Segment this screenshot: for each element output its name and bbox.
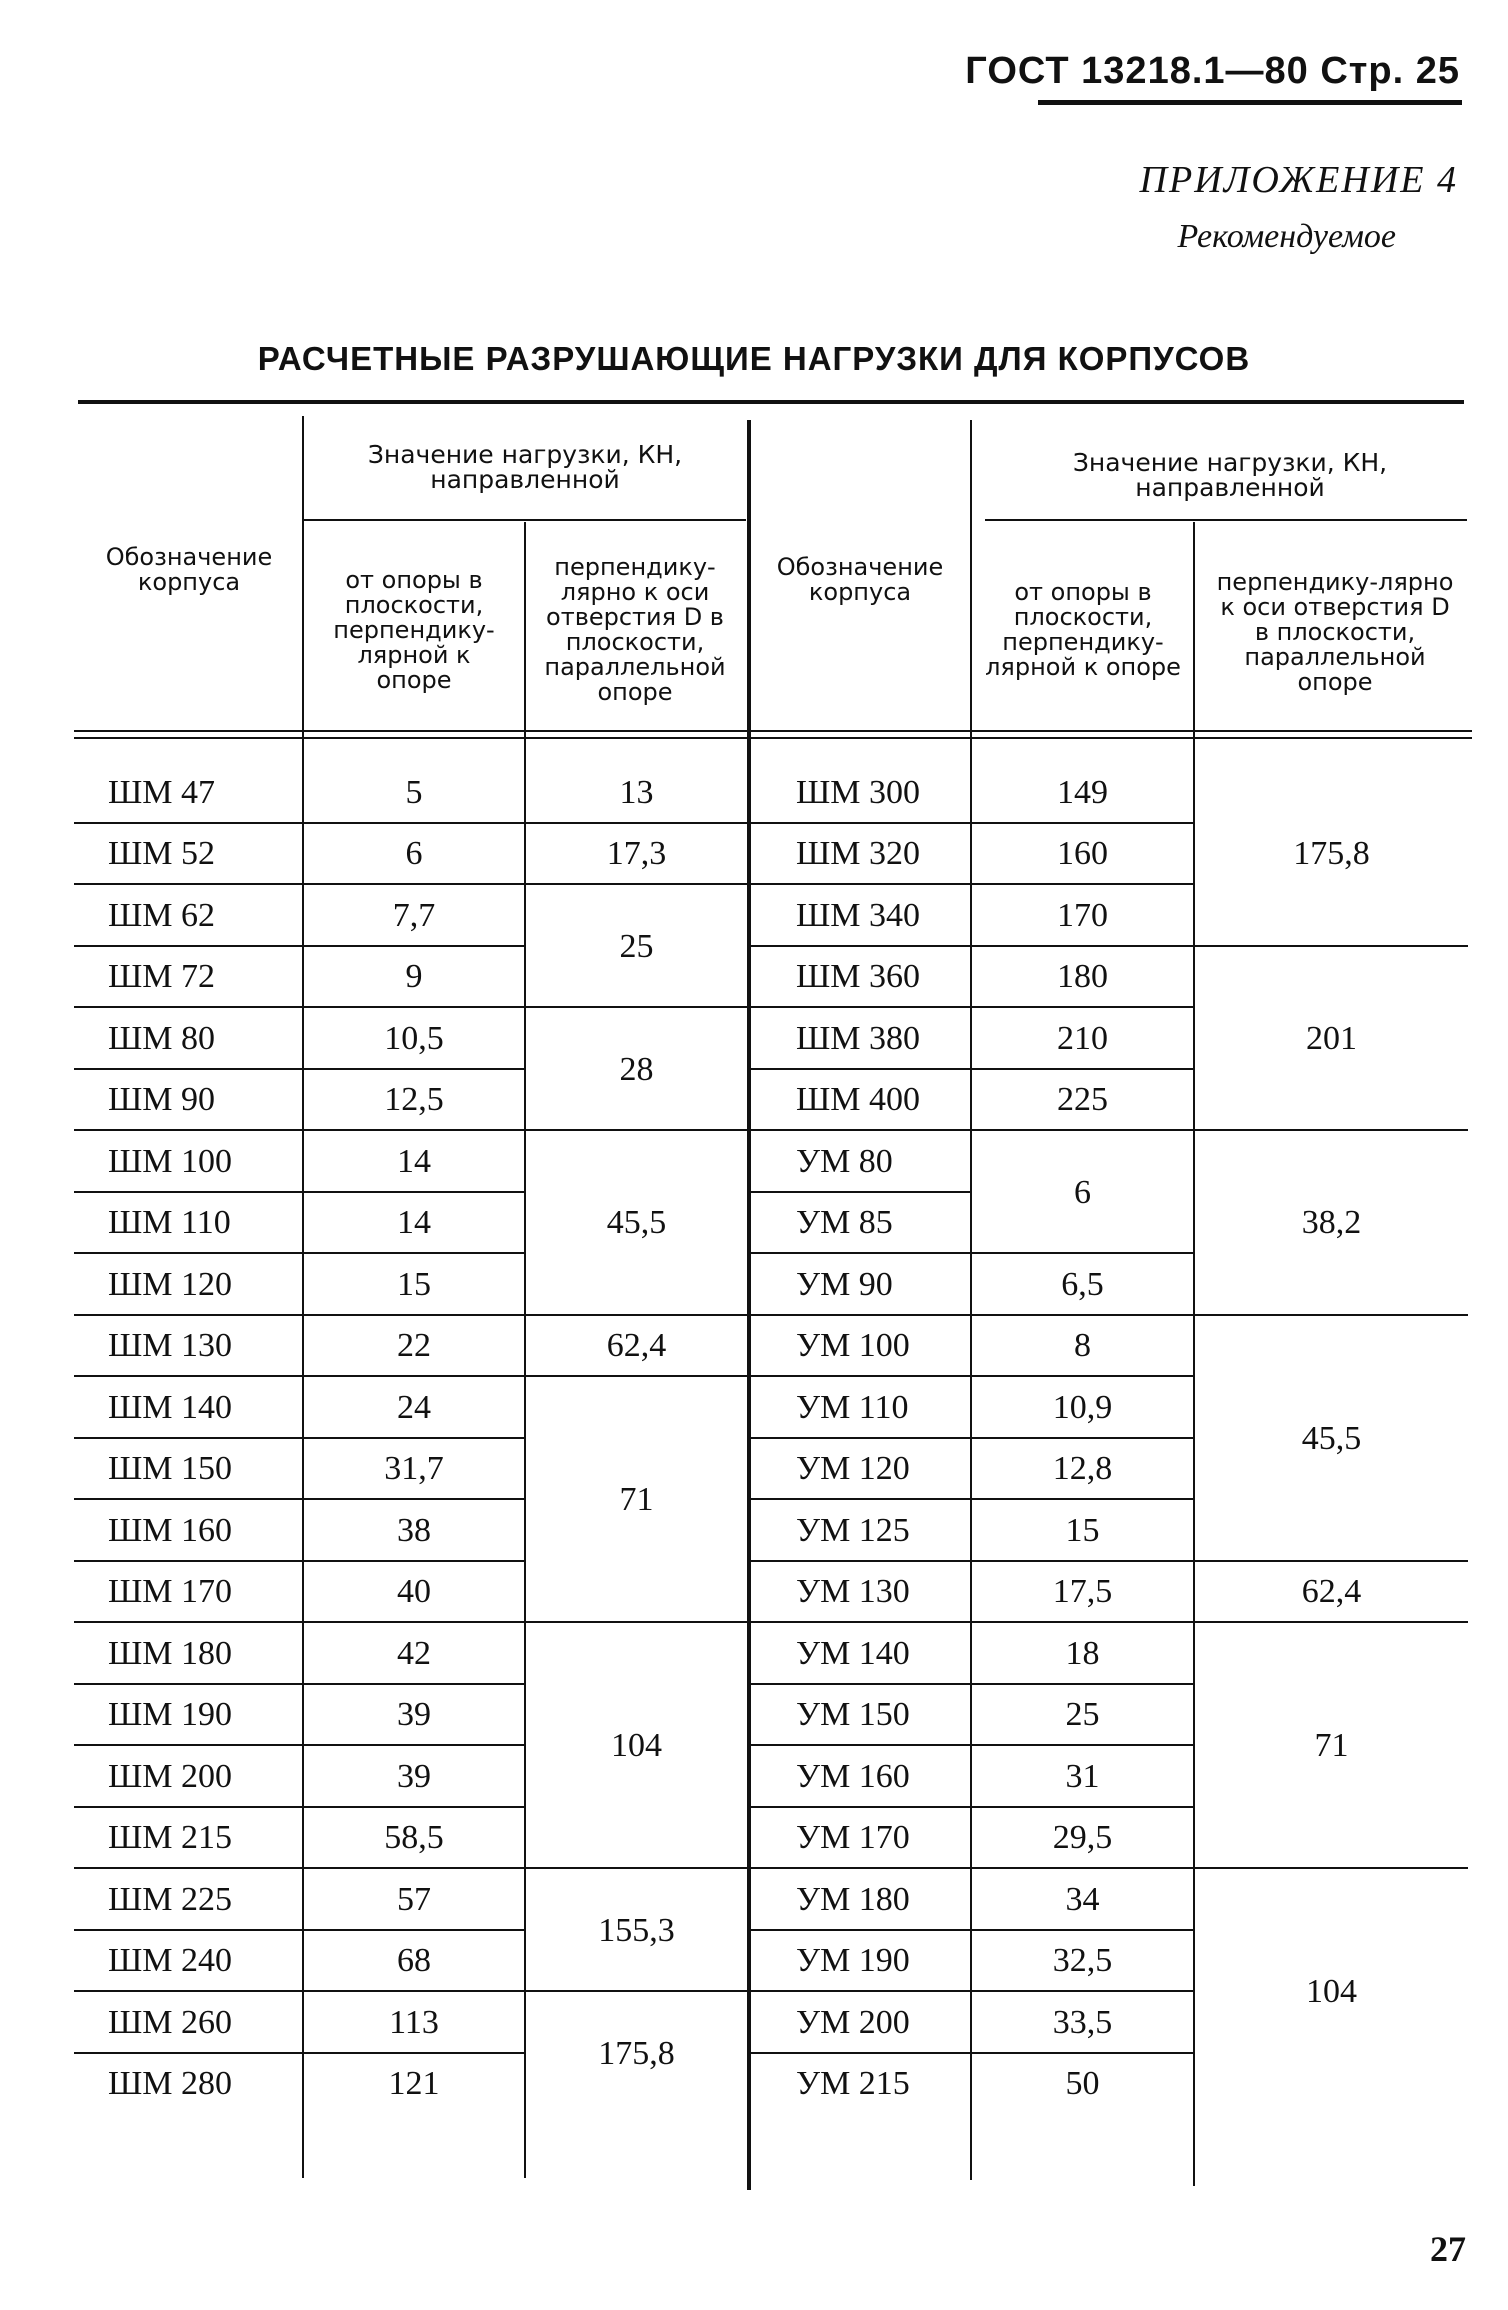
left-from-support-cell: 15 (397, 1265, 431, 1303)
right-perpendicular-cell: 62,4 (1301, 1573, 1362, 1611)
left-perpendicular-cell: 175,8 (598, 2034, 675, 2072)
left-from-support-cell: 6 (405, 835, 423, 873)
right-designation-cell: УМ 85 (796, 1204, 893, 1242)
right-from-support-cell: 170 (1057, 896, 1108, 934)
left-from-support-cell: 12,5 (384, 1081, 444, 1119)
left-from-support-cell: 5 (405, 773, 423, 811)
header-double-rule-b (74, 737, 1472, 739)
right-designation-cell: ШМ 400 (796, 1081, 921, 1119)
right-from-support-cell: 225 (1057, 1081, 1108, 1119)
left-perpendicular-cell: 155,3 (598, 1911, 675, 1949)
right-designation-cell: ШМ 300 (796, 773, 921, 811)
left-load-rule (304, 519, 746, 521)
right-from-support-header: от опоры в плоскости, перпендику-лярной к опоре (985, 578, 1181, 681)
right-load-header: Значение нагрузки, КН, направленной (1072, 448, 1388, 502)
left-designation-cell: ШМ 120 (108, 1265, 233, 1303)
left-designation-cell: ШМ 260 (108, 2003, 233, 2041)
left-from-support-cell: 24 (397, 1388, 431, 1426)
right-from-support-cell: 31 (1065, 1757, 1100, 1795)
left-designation-cell: ШМ 280 (108, 2065, 233, 2103)
right-perpendicular-cell: 71 (1314, 1727, 1349, 1764)
left-designation-cell: ШМ 100 (108, 1142, 233, 1180)
table-title: РАСЧЕТНЫЕ РАЗРУШАЮЩИЕ НАГРУЗКИ ДЛЯ КОРПУСОВ (257, 340, 1251, 377)
right-load-rule (985, 519, 1467, 521)
left-from-support-cell: 58,5 (384, 1819, 444, 1857)
right-designation-cell: УМ 215 (796, 2065, 910, 2103)
left-from-support-header: от опоры в плоскости, перпендику-лярной к опоре (333, 565, 495, 694)
left-perpendicular-cell: 25 (619, 927, 654, 965)
right-perpendicular-cell: 175,8 (1293, 835, 1370, 873)
left-from-support-cell: 57 (397, 1880, 431, 1918)
left-designation-cell: ШМ 170 (108, 1573, 233, 1611)
right-from-support-cell: 6,5 (1061, 1265, 1104, 1303)
right-designation-cell: УМ 200 (796, 2003, 910, 2041)
right-designation-cell: УМ 130 (796, 1573, 910, 1611)
right-designation-header: Обозначение корпуса (776, 553, 944, 606)
right-designation-cell: ШМ 360 (796, 958, 921, 996)
right-perpendicular-header: перпендику-лярно к оси отверстия D в плоскости, параллельной опоре (1216, 568, 1454, 696)
header-double-rule-a (74, 730, 1472, 732)
left-perpendicular-cell: 17,3 (606, 835, 667, 873)
right-from-support-cell: 25 (1065, 1696, 1100, 1734)
recommended-label: Рекомендуемое (1177, 218, 1396, 255)
right-designation-cell: УМ 180 (796, 1880, 910, 1918)
left-from-support-cell: 7,7 (392, 896, 436, 934)
right-from-support-cell: 50 (1065, 2065, 1100, 2103)
right-designation-cell: УМ 150 (796, 1696, 910, 1734)
left-designation-cell: ШМ 90 (108, 1081, 216, 1119)
right-designation-cell: ШМ 380 (796, 1019, 921, 1057)
right-designation-cell: УМ 190 (796, 1942, 910, 1980)
left-from-support-cell: 121 (388, 2065, 440, 2103)
left-perpendicular-cell: 62,4 (606, 1327, 667, 1365)
left-designation-cell: ШМ 190 (108, 1696, 233, 1734)
right-designation-cell: УМ 160 (796, 1757, 910, 1795)
left-from-support-cell: 40 (397, 1573, 431, 1611)
right-from-support-cell: 15 (1065, 1511, 1100, 1549)
left-designation-cell: ШМ 80 (108, 1019, 216, 1057)
right-from-support-cell: 18 (1065, 1634, 1100, 1672)
left-designation-cell: ШМ 52 (108, 835, 216, 873)
right-designation-cell: УМ 140 (796, 1634, 910, 1672)
right-designation-cell: УМ 110 (796, 1388, 909, 1426)
left-from-support-cell: 14 (397, 1142, 431, 1180)
table-top-rule (78, 400, 1464, 404)
left-perpendicular-cell: 45,5 (606, 1204, 667, 1242)
right-perpendicular-cell: 104 (1306, 1973, 1357, 2010)
left-designation-cell: ШМ 150 (108, 1450, 233, 1488)
left-from-support-cell: 22 (397, 1327, 431, 1365)
right-from-support-merged-cell: 6 (1074, 1173, 1091, 1211)
left-from-support-cell: 68 (397, 1942, 431, 1980)
left-designation-cell: ШМ 72 (108, 958, 216, 996)
appendix-label: ПРИЛОЖЕНИЕ 4 (1139, 159, 1458, 201)
left-perpendicular-cell: 28 (619, 1050, 654, 1088)
right-from-support-cell: 12,8 (1052, 1450, 1113, 1488)
standard-reference: ГОСТ 13218.1—80 Стр. 25 (965, 50, 1460, 92)
right-perpendicular-cell: 45,5 (1301, 1419, 1362, 1457)
right-from-support-cell: 8 (1074, 1327, 1091, 1365)
right-designation-cell: УМ 170 (796, 1819, 910, 1857)
right-perpendicular-cell: 38,2 (1301, 1204, 1362, 1242)
right-from-support-cell: 34 (1065, 1880, 1100, 1918)
right-from-support-cell: 149 (1057, 773, 1108, 811)
right-designation-cell: УМ 80 (796, 1142, 893, 1180)
right-from-support-cell: 210 (1057, 1019, 1108, 1057)
left-from-support-cell: 38 (397, 1511, 431, 1549)
left-designation-cell: ШМ 200 (108, 1757, 233, 1795)
left-perpendicular-cell: 13 (619, 773, 654, 811)
right-designation-cell: УМ 90 (796, 1265, 893, 1303)
right-from-support-cell: 17,5 (1052, 1573, 1113, 1611)
left-from-support-cell: 14 (397, 1204, 431, 1242)
left-perpendicular-header: перпендику-лярно к оси отверстия D в плоскости, параллельной опоре (544, 553, 726, 706)
left-from-support-cell: 42 (397, 1634, 431, 1672)
right-designation-cell: ШМ 320 (796, 835, 921, 873)
right-from-support-cell: 32,5 (1052, 1942, 1113, 1980)
left-designation-cell: ШМ 215 (108, 1819, 233, 1857)
right-designation-cell: УМ 125 (796, 1511, 910, 1549)
header-rule (1038, 100, 1462, 105)
right-from-support-cell: 160 (1057, 835, 1108, 873)
left-from-support-cell: 10,5 (384, 1019, 444, 1057)
right-designation-cell: ШМ 340 (796, 896, 921, 934)
left-designation-cell: ШМ 140 (108, 1388, 233, 1426)
left-designation-header: Обозначение корпуса (105, 543, 273, 596)
left-load-header: Значение нагрузки, КН, направленной (367, 440, 683, 494)
left-designation-cell: ШМ 47 (108, 773, 216, 811)
left-perpendicular-cell: 104 (611, 1727, 662, 1764)
left-from-support-cell: 39 (397, 1757, 431, 1795)
left-designation-cell: ШМ 225 (108, 1880, 233, 1918)
left-designation-cell: ШМ 160 (108, 1511, 233, 1549)
right-perpendicular-cell: 201 (1306, 1019, 1357, 1057)
left-designation-cell: ШМ 180 (108, 1634, 233, 1672)
right-designation-cell: УМ 120 (796, 1450, 910, 1488)
left-from-support-cell: 39 (397, 1696, 431, 1734)
left-designation-cell: ШМ 130 (108, 1327, 233, 1365)
right-from-support-cell: 180 (1057, 958, 1108, 996)
right-designation-cell: УМ 100 (796, 1327, 910, 1365)
left-from-support-cell: 113 (389, 2003, 439, 2041)
left-designation-cell: ШМ 110 (108, 1204, 231, 1242)
right-from-support-cell: 10,9 (1052, 1388, 1113, 1426)
right-from-support-cell: 33,5 (1052, 2003, 1113, 2041)
left-from-support-cell: 31,7 (384, 1450, 444, 1488)
right-from-support-cell: 29,5 (1052, 1819, 1113, 1857)
left-from-support-cell: 9 (405, 958, 423, 996)
left-designation-cell: ШМ 62 (108, 896, 216, 934)
page-number: 27 (1430, 2229, 1466, 2269)
left-designation-cell: ШМ 240 (108, 1942, 233, 1980)
left-perpendicular-cell: 71 (619, 1481, 654, 1518)
